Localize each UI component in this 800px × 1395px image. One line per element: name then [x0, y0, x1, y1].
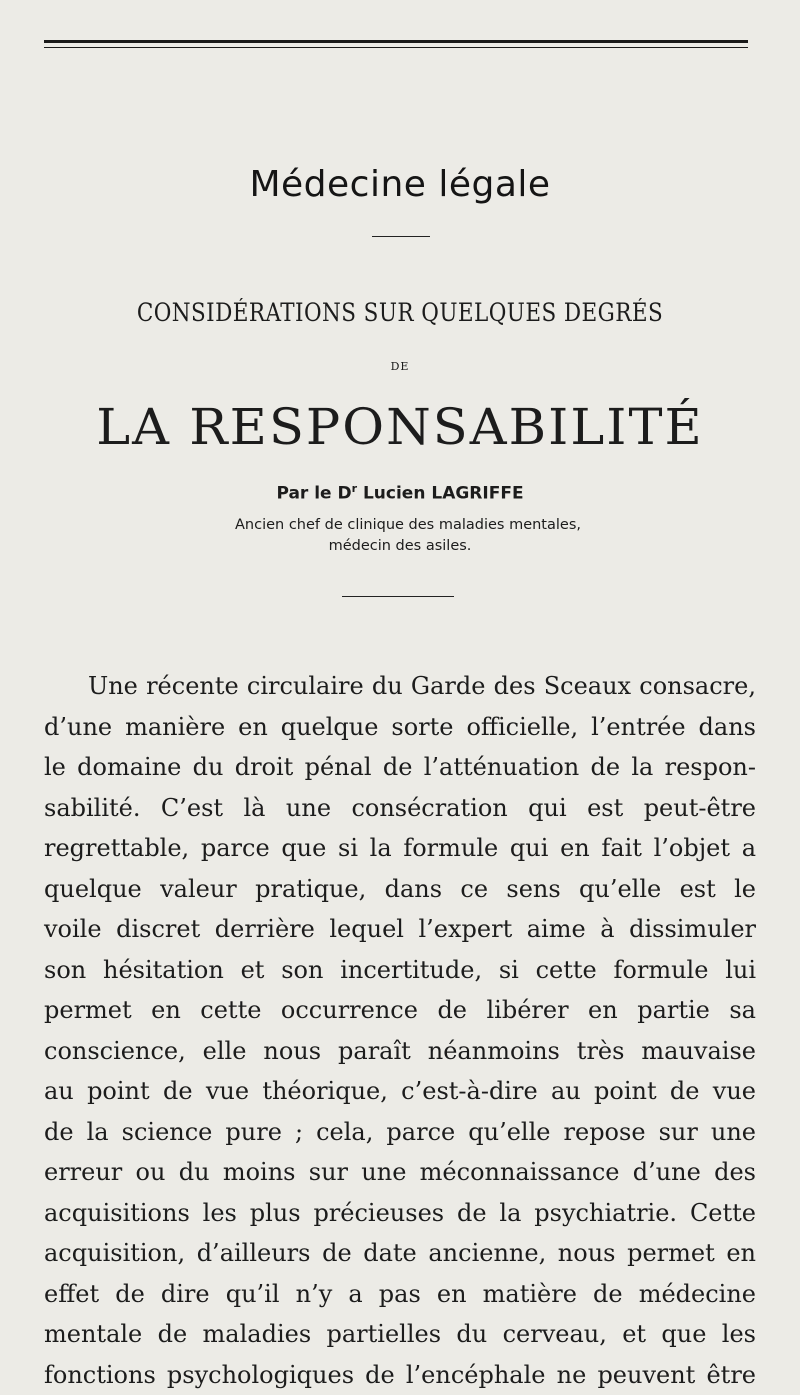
body-line: acquisitions les plus précieuses de la psychiatrie. Cette — [44, 1193, 756, 1234]
body-line: effet de dire qu’il n’y a pas en matière de médecine — [44, 1274, 756, 1315]
body-line: Une récente circulaire du Garde des Sceaux consacre, — [44, 666, 756, 707]
byline-separator-rule — [342, 596, 454, 597]
author-byline — [0, 482, 800, 504]
body-line: quelque valeur pratique, dans ce sens qu’elle est le — [44, 869, 756, 910]
title-separator-rule — [372, 236, 430, 237]
body-line: conscience, elle nous paraît néanmoins très mauvaise — [44, 1031, 756, 1072]
author-name: Lucien LAGRIFFE — [357, 484, 524, 504]
body-line: le domaine du droit pénal de l’atténuation de la respon- — [44, 747, 756, 788]
body-line: acquisition, d’ailleurs de date ancienne, nous permet en — [44, 1233, 756, 1274]
subtitle-connector: DE — [0, 360, 800, 373]
author-title-superscript: r — [352, 482, 357, 495]
body-line: de la science pure ; cela, parce qu’elle repose sur une — [44, 1112, 756, 1153]
body-line: fonctions psychologiques de l’encéphale ne peuvent être — [44, 1355, 756, 1395]
article-subtitle: CONSIDÉRATIONS SUR QUELQUES DEGRÉS — [56, 298, 744, 327]
body-line: d’une manière en quelque sorte officielle, l’entrée dans — [44, 707, 756, 748]
body-line: voile discret derrière lequel l’expert aime à dissimuler — [44, 909, 756, 950]
author-affiliation-line: Ancien chef de clinique des maladies mentales, — [8, 517, 800, 533]
article-title: LA RESPONSABILITÉ — [0, 398, 800, 456]
section-title: Médecine légale — [0, 164, 800, 205]
body-line: son hésitation et son incertitude, si cette formule lui — [44, 950, 756, 991]
body-line: au point de vue théorique, c’est-à-dire au point de vue — [44, 1071, 756, 1112]
body-line: permet en cette occurrence de libérer en partie sa — [44, 990, 756, 1031]
body-line: regrettable, parce que si la formule qui en fait l’objet a — [44, 828, 756, 869]
author-affiliation-line: médecin des asiles. — [0, 538, 800, 554]
header-double-rule — [44, 40, 748, 48]
body-line: sabilité. C’est là une consécration qui est peut-être — [44, 788, 756, 829]
author-prefix: Par le D — [276, 484, 351, 504]
body-line: erreur ou du moins sur une méconnaissance d’une des — [44, 1152, 756, 1193]
body-line: mentale de maladies partielles du cerveau, et que les — [44, 1314, 756, 1355]
article-body — [44, 666, 756, 1395]
